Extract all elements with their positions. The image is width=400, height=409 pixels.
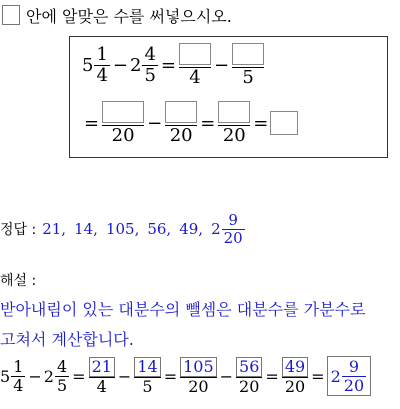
step-fraction-4: $\frac{56}{20}$ [236,357,262,395]
step-fraction-5: $\frac{49}{20}$ [282,357,308,395]
problem-line-1: 5 $\frac{1}{4}$ − 2 $\frac{4}{5}$ = 4 − 5 [82,43,265,88]
problem-box [69,36,388,158]
blank-fraction-d: 20 [165,101,197,146]
answer-value-1: 21, [42,220,67,238]
blank-fraction-b: 5 [232,43,264,88]
step-fraction-1: $\frac{21}{4}$ [89,357,115,395]
explanation-line-2: 고쳐서 계산합니다. [0,330,134,349]
solution-steps: 5 $\frac{1}{4}$ − 2 $\frac{4}{5}$ = $\frac{21}{4}$ − $\frac{14}{5}$ = $\frac{105}{20}$ − $\frac{56}{20}$ = $\frac{49}{20}$ = 2 $\frac{9}{20}$ [0,356,371,396]
answer-label: 정답 : [0,222,37,238]
step-fraction-given-2: $\frac{4}{5}$ [56,357,68,395]
numerator-blank-e[interactable] [218,101,250,123]
step-fraction-3: $\frac{105}{20}$ [180,357,217,395]
instruction-text: 안에 알맞은 수를 써넣으시오. [26,7,232,26]
answer-final-fraction: $\frac{9}{20}$ [223,211,243,247]
whole-number-blank[interactable] [270,111,298,135]
answer-value-4: 56, [147,220,172,238]
explanation-line-1: 받아내림이 있는 대분수의 뺄셈은 대분수를 가분수로 [0,300,366,319]
numerator-blank-d[interactable] [165,101,197,123]
step-final-answer: 2 $\frac{9}{20}$ [327,356,372,396]
answer-value-3: 105, [105,220,140,238]
step-fraction-given-1: $\frac{1}{4}$ [13,357,24,395]
mixed-whole-2: 2 [130,54,142,76]
answer-value-2: 14, [74,220,98,238]
answer-final-whole: 2 [211,220,221,238]
step-fraction-2: $\frac{14}{5}$ [134,357,160,395]
numerator-blank-b[interactable] [232,43,264,65]
numerator-blank-a[interactable] [179,43,211,65]
blank-fraction-a: 4 [179,43,211,88]
numerator-blank-c[interactable] [102,101,144,123]
answer-row [0,212,246,246]
mixed-whole-1: 5 [82,54,94,76]
answer-blank-icon [2,5,20,25]
explanation-label: 해설 : [0,273,37,289]
fraction-2: $\frac{4}{5}$ [144,44,156,86]
answer-value-5: 49, [179,220,204,238]
blank-fraction-e: 20 [218,101,250,146]
blank-fraction-c: 20 [102,101,144,146]
problem-line-2: = 20 − 20 = 20 = [82,101,298,146]
fraction-1: $\frac{1}{4}$ [96,44,108,86]
